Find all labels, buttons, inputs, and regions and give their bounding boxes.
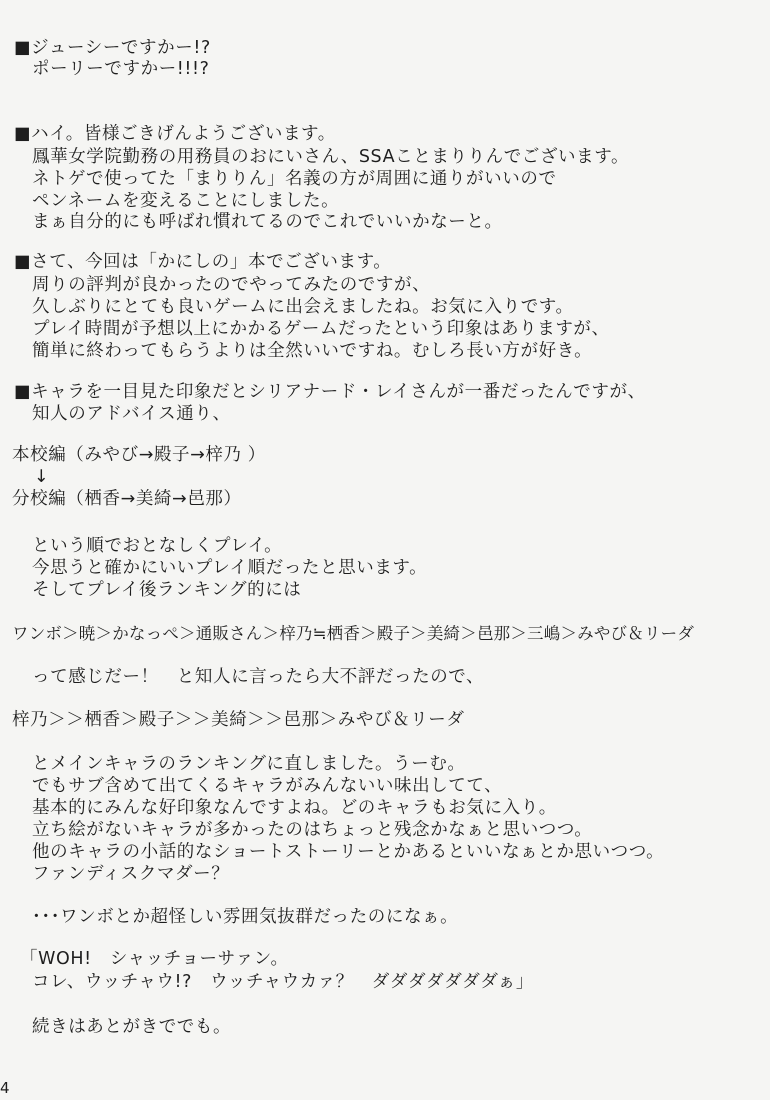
text-line: ■キャラを一目見た印象だとシリアナード・レイさんが一番だったんですが、: [14, 382, 646, 402]
text-line: 久しぶりにとても良いゲームに出会えましたね。お気に入りです。: [32, 297, 574, 317]
text-line: って感じだー！ と知人に言ったら大不評だったので、: [32, 667, 485, 687]
arrow-down: ↓: [34, 467, 50, 487]
text-line: 鳳華女学院勤務の用務員のおにいさん、SSAことまりりんでございます。: [32, 147, 630, 167]
text-line: とメインキャラのランキングに直しました。うーむ。: [32, 754, 466, 774]
text-line: ■ジューシーですかー!?: [14, 38, 211, 58]
text-line: 続きはあとがきででも。: [32, 1017, 232, 1037]
text-line: ファンディスクマダー？: [32, 864, 230, 884]
text-line: という順でおとなしくプレイ。: [32, 536, 283, 556]
text-line: 他のキャラの小話的なショートストーリーとかあるといいなぁとか思いつつ。: [32, 842, 665, 862]
text-line: でもサブ含めて出てくるキャラがみんないい味出してて、: [32, 776, 503, 796]
text-line: 立ち絵がないキャラが多かったのはちょっと残念かなぁと思いつつ。: [32, 820, 593, 840]
text-line: 簡単に終わってもらうよりは全然いいですね。むしろ長い方が好き。: [32, 341, 593, 361]
text-line: 周りの評判が良かったのでやってみたのですが、: [32, 275, 431, 295]
text-line: コレ、ウッチャウ!? ウッチャウカァ？ ダダダダダダダぁ」: [32, 972, 535, 992]
text-line: プレイ時間が予想以上にかかるゲームだったという印象はありますが、: [32, 319, 610, 339]
text-line: 今思うと確かにいいプレイ順だったと思います。: [32, 558, 428, 578]
text-line: ペンネームを変えることにしました。: [32, 191, 340, 211]
text-line: ･･･ワンボとか超怪しい雰囲気抜群だったのになぁ。: [32, 907, 459, 927]
text-line: 本校編（みやび→殿子→梓乃 ）: [12, 445, 266, 465]
text-line: そしてプレイ後ランキング的には: [32, 580, 302, 600]
text-line: 梓乃＞＞栖香＞殿子＞＞美綺＞＞邑那＞みやび＆リーダ: [12, 710, 465, 730]
text-line: 知人のアドバイス通り、: [32, 404, 231, 424]
text-line: 「WOH! シャッチョーサァン。: [20, 949, 289, 969]
text-line: 分校編（栖香→美綺→邑那）: [12, 489, 242, 509]
text-line: ■さて、今回は「かにしの」本でございます。: [14, 252, 392, 272]
page-number: 4: [0, 1079, 11, 1097]
text-line: ポーリーですかー!!!?: [32, 59, 210, 79]
text-line: まぁ自分的にも呼ばれ慣れてるのでこれでいいかなーと。: [32, 212, 503, 232]
text-line: 基本的にみんな好印象なんですよね。どのキャラもお気に入り。: [32, 798, 557, 818]
text-line: ネトゲで使ってた「まりりん」名義の方が周囲に通りがいいので: [32, 169, 557, 189]
text-line: ワンボ＞暁＞かなっぺ＞通販さん＞梓乃≒栖香＞殿子＞美綺＞邑那＞三嶋＞みやび＆リーダ: [12, 624, 695, 643]
text-line: ■ハイ。皆様ごきげんようございます。: [14, 124, 336, 144]
